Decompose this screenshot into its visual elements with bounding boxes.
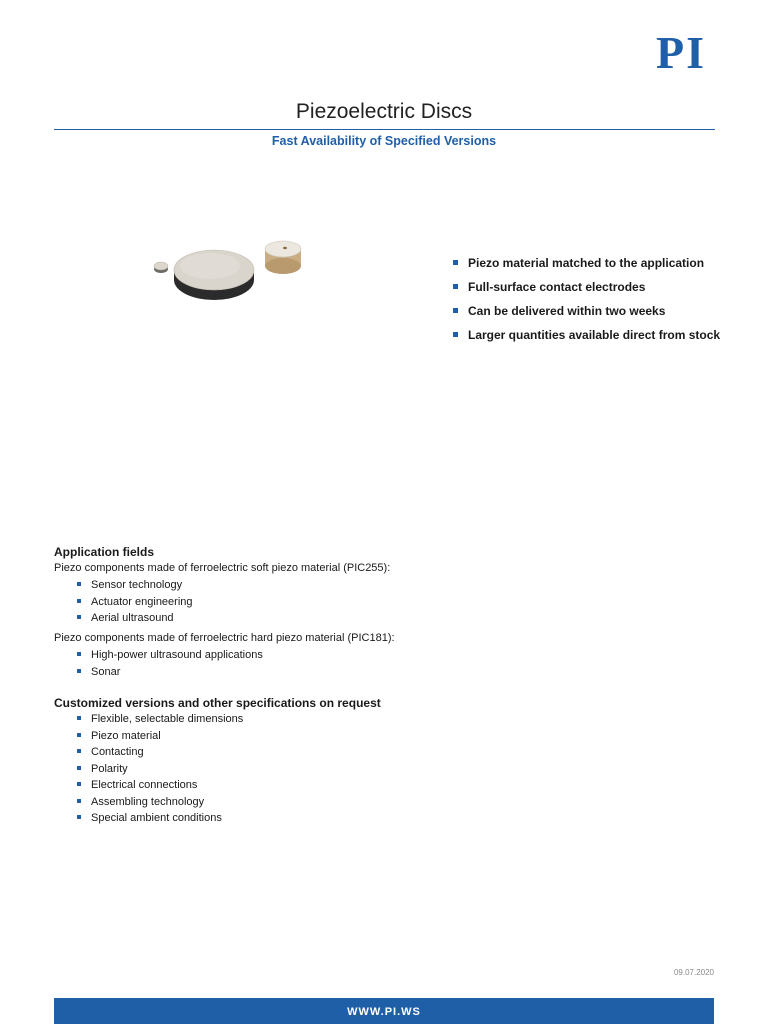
list-item: Actuator engineering — [75, 594, 193, 611]
bullet-icon — [77, 749, 81, 753]
title-divider — [54, 129, 715, 130]
bullet-icon — [77, 582, 81, 586]
bullet-icon — [453, 332, 458, 337]
custom-list — [75, 711, 243, 827]
hard-material-list — [75, 647, 263, 680]
bullet-icon — [77, 615, 81, 619]
list-item: Piezo material matched to the application — [452, 255, 727, 271]
bullet-icon — [77, 716, 81, 720]
bullet-icon — [453, 260, 458, 265]
list-item: Polarity — [75, 761, 243, 778]
page-title: Piezoelectric Discs — [295, 100, 473, 123]
bullet-icon — [453, 284, 458, 289]
feature-list — [452, 255, 727, 351]
list-item: Sensor technology — [75, 577, 193, 594]
page-subtitle: Fast Availability of Specified Versions — [271, 134, 497, 148]
small-disc — [154, 262, 168, 273]
custom-heading: Customized versions and other specifications on request — [54, 696, 381, 710]
pi-logo — [641, 30, 721, 74]
product-photo — [72, 222, 358, 318]
list-item: High-power ultrasound applications — [75, 647, 263, 664]
applications-heading: Application fields — [54, 545, 155, 559]
list-item: Sonar — [75, 664, 263, 681]
large-disc — [174, 250, 254, 300]
list-item: Assembling technology — [75, 794, 243, 811]
bullet-icon — [77, 799, 81, 803]
hard-material-intro: Piezo components made of ferroelectric hard piezo material (PIC181): — [54, 632, 395, 644]
list-item: Contacting — [75, 744, 243, 761]
footer-url-link[interactable]: WWW.PI.WS — [347, 1006, 421, 1018]
soft-material-list — [75, 577, 193, 627]
bullet-icon — [453, 308, 458, 313]
list-item: Special ambient conditions — [75, 810, 243, 827]
bullet-icon — [77, 652, 81, 656]
list-item: Flexible, selectable dimensions — [75, 711, 243, 728]
list-item: Piezo material — [75, 728, 243, 745]
pi-logo-text: PI — [656, 30, 706, 74]
list-item: Aerial ultrasound — [75, 610, 193, 627]
bullet-icon — [77, 599, 81, 603]
bullet-icon — [77, 733, 81, 737]
soft-material-intro: Piezo components made of ferroelectric soft piezo material (PIC255): — [54, 562, 391, 574]
thick-disc — [265, 241, 301, 274]
document-date: 09.07.2020 — [673, 968, 714, 977]
footer-bar — [54, 998, 714, 1024]
bullet-icon — [77, 815, 81, 819]
bullet-icon — [77, 766, 81, 770]
list-item: Full-surface contact electrodes — [452, 279, 727, 295]
bullet-icon — [77, 669, 81, 673]
list-item: Electrical connections — [75, 777, 243, 794]
bullet-icon — [77, 782, 81, 786]
list-item: Can be delivered within two weeks — [452, 303, 727, 319]
list-item: Larger quantities available direct from stock — [452, 327, 727, 343]
